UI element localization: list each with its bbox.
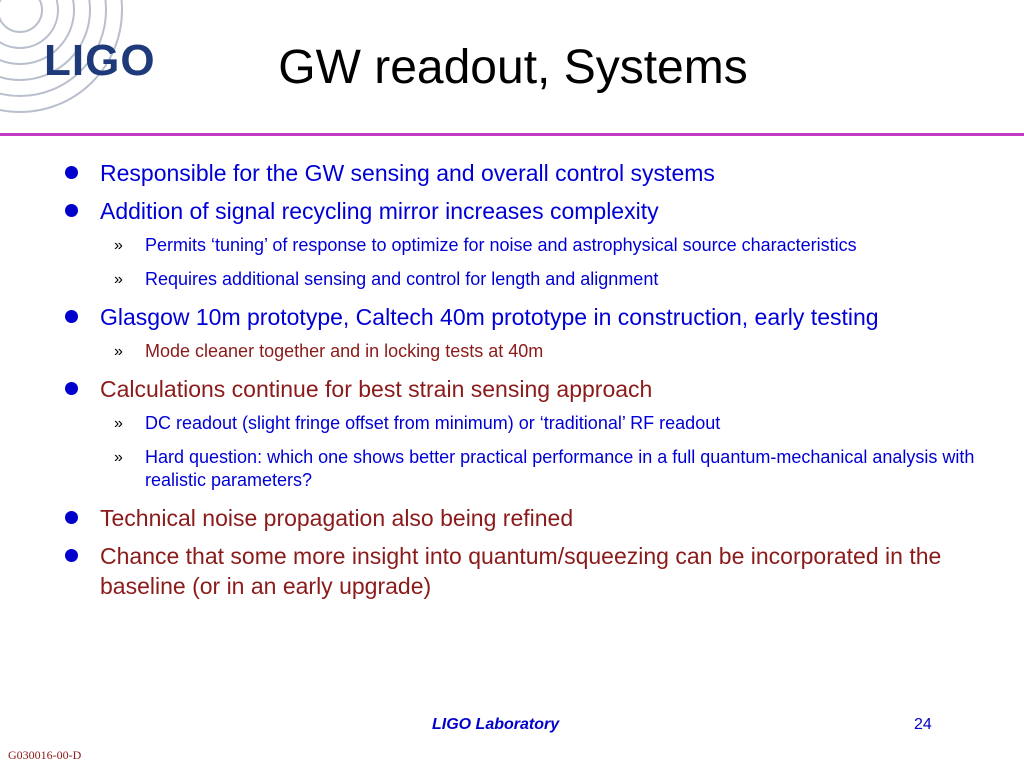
slide-body xyxy=(60,158,980,609)
bullet-text: Glasgow 10m prototype, Caltech 40m prototype in construction, early testing xyxy=(100,304,879,330)
bullet-text: Responsible for the GW sensing and overall control systems xyxy=(100,160,715,186)
bullet-text: Calculations continue for best strain sensing approach xyxy=(100,376,653,402)
sub-bullet-text: Mode cleaner together and in locking tests at 40m xyxy=(145,341,544,361)
page-number: 24 xyxy=(914,716,932,733)
bullet-icon xyxy=(65,382,78,395)
sub-bullet-marker-icon: » xyxy=(114,271,123,288)
sub-bullet-item xyxy=(60,340,980,363)
sub-bullet-item xyxy=(60,268,980,291)
sub-bullet-text: Permits ‘tuning’ of response to optimize for noise and astrophysical source characteristics xyxy=(145,235,857,255)
bullet-item xyxy=(60,158,980,188)
bullet-text: Technical noise propagation also being refined xyxy=(100,505,574,531)
bullet-item xyxy=(60,196,980,226)
bullet-icon xyxy=(65,204,78,217)
sub-bullet-marker-icon: » xyxy=(114,449,123,466)
bullet-item xyxy=(60,302,980,332)
sub-bullet-marker-icon: » xyxy=(114,343,123,360)
sub-bullet-marker-icon: » xyxy=(114,415,123,432)
sub-bullet-item xyxy=(60,412,980,435)
sub-bullet-text: DC readout (slight fringe offset from minimum) or ‘traditional’ RF readout xyxy=(145,413,721,433)
bullet-icon xyxy=(65,549,78,562)
bullet-text: Chance that some more insight into quantum/squeezing can be incorporated in the baseline (or in an early upgrade) xyxy=(100,543,942,599)
document-id: G030016-00-D xyxy=(8,748,82,762)
title-divider xyxy=(0,133,1024,136)
bullet-icon xyxy=(65,166,78,179)
bullet-icon xyxy=(65,511,78,524)
ligo-logo: LIGO xyxy=(44,36,156,85)
bullet-item xyxy=(60,374,980,404)
bullet-text: Addition of signal recycling mirror increases complexity xyxy=(100,198,659,224)
sub-bullet-text: Hard question: which one shows better practical performance in a full quantum-mechanical analysis with realistic parameters? xyxy=(145,447,975,490)
bullet-item xyxy=(60,503,980,533)
sub-bullet-item xyxy=(60,234,980,257)
sub-bullet-text: Requires additional sensing and control for length and alignment xyxy=(145,269,659,289)
sub-bullet-item xyxy=(60,446,980,492)
bullet-icon xyxy=(65,310,78,323)
sub-bullet-marker-icon: » xyxy=(114,237,123,254)
footer-label: LIGO Laboratory xyxy=(432,716,560,733)
slide-title: GW readout, Systems xyxy=(278,41,748,94)
bullet-item xyxy=(60,541,980,601)
